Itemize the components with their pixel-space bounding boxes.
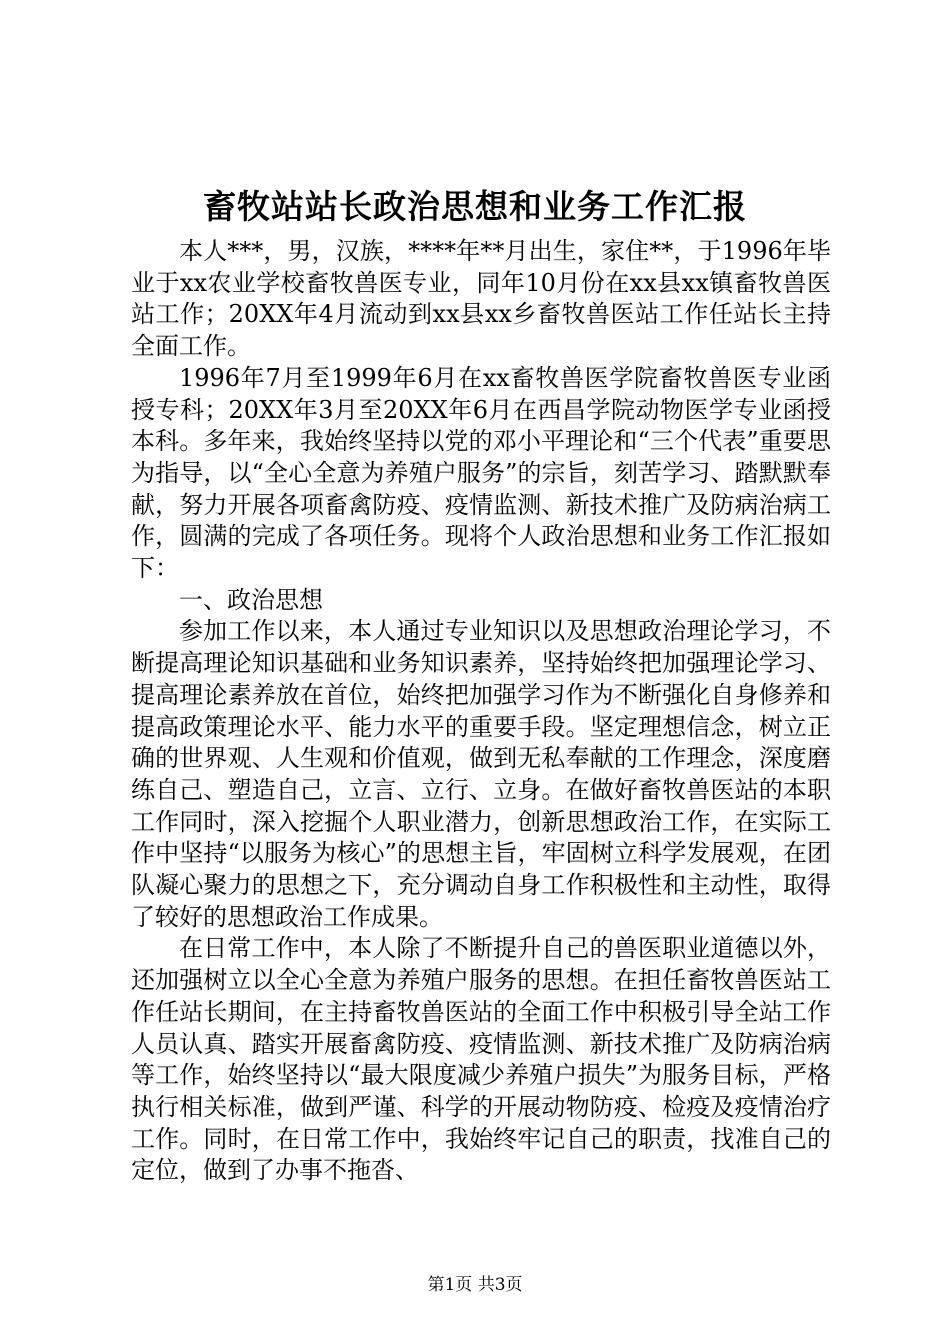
paragraph-political-study: 参加工作以来，本人通过专业知识以及思想政治理论学习，不断提高理论知识基础和业务知识素养，坚持始终把加强理论学习、提高理论素养放在首位，始终把加强学习作为不断强化自身修养和提高政策理论水平、能力水平的重要手段。坚定理想信念，树立正确的世界观、人生观和价值观，做到无私奉献的工作理念，深度磨练自己、塑造自己，立言、立行、立身。在做好畜牧兽医站的本职工作同时，深入挖掘个人职业潜力，创新思想政治工作，在实际工作中坚持“以服务为核心”的思想主旨，牢固树立科学发展观，在团队凝心聚力的思想之下，充分调动自身工作积极性和主动性，取得了较好的思想政治工作成果。 [131,617,831,931]
document-title: 畜牧站站长政治思想和业务工作汇报 [203,187,747,226]
paragraph-daily-work: 在日常工作中，本人除了不断提升自己的兽医职业道德以外，还加强树立以全心全意为养殖户服务的思想。在担任畜牧兽医站工作任站长期间，在主持畜牧兽医站的全面工作中积极引导全站工作人员认真、踏实开展畜禽防疫、疫情监测、新技术推广及防病治病等工作，始终坚持以“最大限度减少养殖户损失”为服务目标，严格执行相关标准，做到严谨、科学的开展动物防疫、检疫及疫情治疗工作。同时，在日常工作中，我始终牢记自己的职责，找准自己的定位，做到了办事不拖沓、 [131,934,831,1185]
document-body [131,236,831,1187]
page-footer: 第1页 共3页 [427,1275,523,1295]
paragraph-education: 1996年7月至1999年6月在xx畜牧兽医学院畜牧兽医专业函授专科；20XX年3月至20XX年6月在西昌学院动物医学专业函授本科。多年来，我始终坚持以党的邓小平理论和“三个代表”重要思为指导，以“全心全意为养殖户服务”的宗旨，刻苦学习、踏默默奉献，努力开展各项畜禽防疫、疫情监测、新技术推广及防病治病工作，圆满的完成了各项任务。现将个人政治思想和业务工作汇报如下： [131,363,831,583]
paragraph-personal-info: 本人***，男，汉族，****年**月出生，家住**，于1996年毕业于xx农业学校畜牧兽医专业，同年10月份在xx县xx镇畜牧兽医站工作；20XX年4月流动到xx县xx乡畜牧兽医站工作任站长主持全面工作。 [131,237,831,361]
section-heading-political-thought: 一、政治思想 [179,585,323,614]
